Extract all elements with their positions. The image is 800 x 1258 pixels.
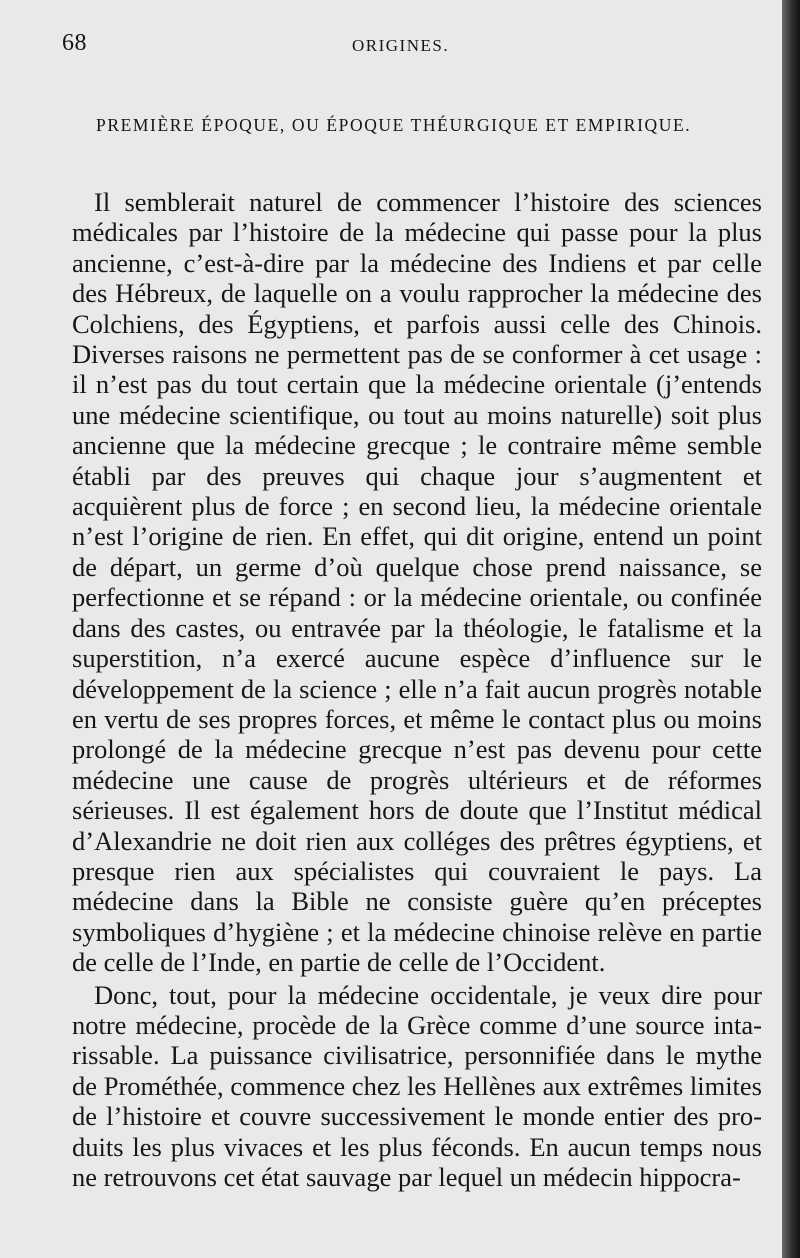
section-title: PREMIÈRE ÉPOQUE, OU ÉPOQUE THÉURGIQUE ET EMPIRIQUE. <box>96 115 692 135</box>
paragraph-2: Donc, tout, pour la médecine occidentale, je veux dire pour notre médecine, procède de la Grèce comme d’une source intarissable. La puissance civilisatrice, personnifiée dans le mythe de Prométhée, commence chez les Hellènes aux extrêmes limites de l’histoire et couvre successivement le monde entier des produits les plus vivaces et les plus féconds. En aucun temps nous ne retrouvons cet état sauvage par lequel un médecin hippocra- <box>72 979 762 1192</box>
paragraph-1: Il semblerait naturel de commencer l’histoire des sciences médicales par l’histoire de la médecine qui passe pour la plus ancienne, c’est-à-dire par la médecine des Indiens et par celle des Hébreux, de laquelle on a voulu rapprocher la médecine des Colchiens, des Égyptiens, et parfois aussi celle des Chinois. Diverses raisons ne permettent pas de se conformer à cet usage : il n’est pas du tout certain que la médecine orientale (j’entends une médecine scientifique, ou tout au moins naturelle) soit plus ancienne que la médecine grecque ; le contraire même semble établi par des preuves qui chaque jour s’augmentent et acquièrent plus de force ; en second lieu, la médecine orientale n’est l’origine de rien. En effet, qui dit origine, entend un point de départ, un germe d’où quelque chose prend naissance, se perfectionne et se répand : or la médecine orientale, ou confinée dans des castes, ou entravée par la théologie, le fatalisme et la superstition, n’a exercé aucune espèce d’influence sur le développement de la science ; elle n’a fait aucun progrès notable en vertu de ses propres forces, et même le contact plus ou moins prolongé de la médecine grecque n’est pas devenu pour cette médecine une cause de progrès ultérieurs et de réformes sérieuses. Il est également hors de doute que l’Institut médical d’Alexandrie ne doit rien aux colléges des prêtres égyptiens, et presque rien aux spécialistes qui couvraient le pays. La médecine dans la Bible ne consiste guère qu’en préceptes symboliques d’hygiène ; et la médecine chinoise relève en partie de celle de l’Inde, en partie de celle de l’Occident. <box>72 187 762 978</box>
book-spine-shadow <box>782 0 800 1258</box>
page-header <box>62 30 762 60</box>
running-head: ORIGINES. <box>352 36 450 55</box>
page-number: 68 <box>62 30 87 56</box>
body-text <box>72 187 762 1192</box>
